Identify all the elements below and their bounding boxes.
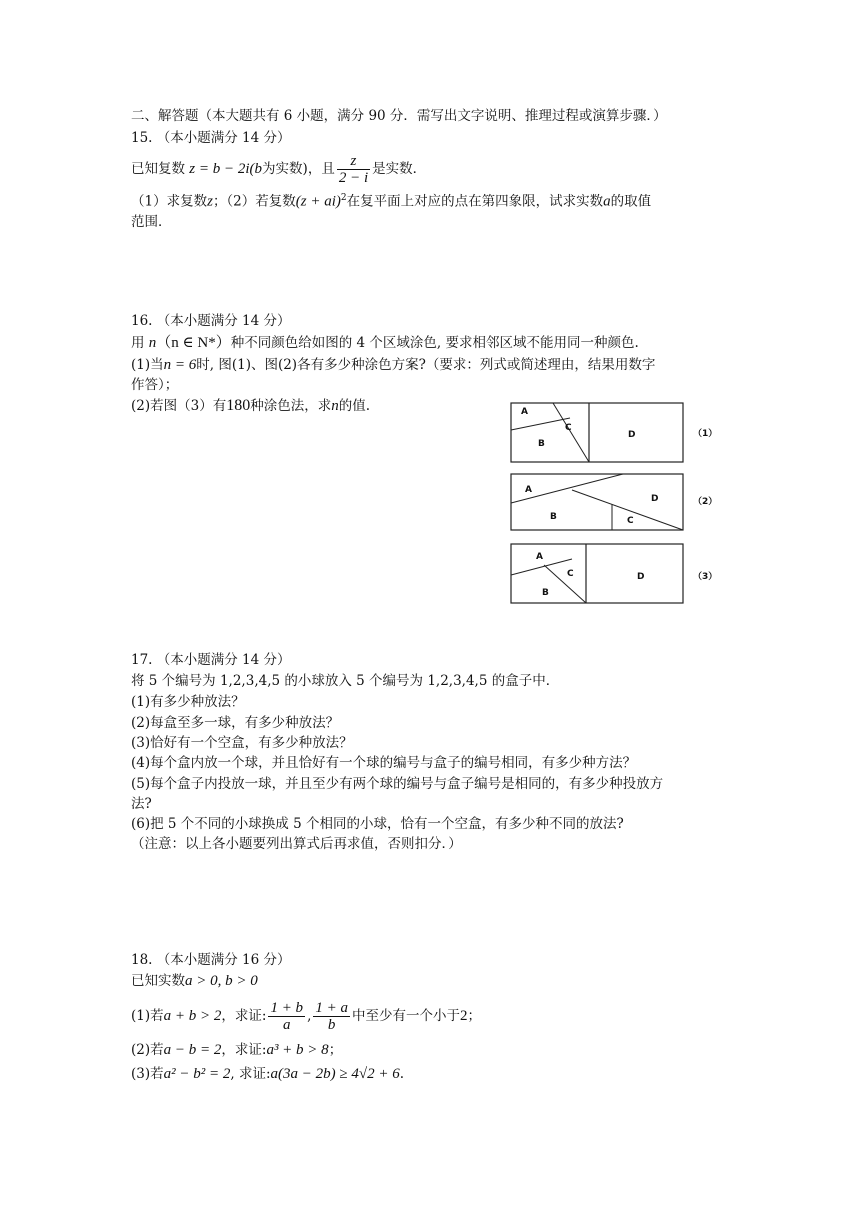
q15-fraction: $\frac{z}{2 - i}$ — [338, 153, 369, 186]
q15-text: 为实数)，且 — [262, 161, 335, 177]
region-label: A — [525, 485, 532, 495]
region-label: C — [565, 423, 572, 433]
q16-title: 16. （本小题满分 14 分） — [131, 313, 291, 329]
q18-title: 18. （本小题满分 16 分） — [131, 952, 291, 968]
q17-item: (2)每盒至多一球，有多少种放法？ — [131, 715, 340, 731]
figure-2-label: （2） — [693, 497, 718, 507]
q18-fraction: $\frac{1 + a}{b}$ — [315, 1000, 348, 1033]
figure-1 — [510, 402, 685, 468]
q15-text: 已知复数 — [131, 161, 185, 177]
q16-line3: 作答）； — [131, 377, 179, 393]
region-label: D — [637, 572, 645, 582]
q17-note: （注意：以上各小题要列出算式后再求值，否则扣分．） — [131, 836, 462, 852]
q18-given: 已知实数a > 0, b > 0 — [131, 973, 258, 989]
figure-2 — [510, 473, 685, 537]
region-label: C — [567, 569, 574, 579]
q18-fraction: $\frac{1 + b}{a}$ — [270, 1000, 304, 1033]
region-label: B — [542, 588, 549, 598]
q17-item: (6)把 5 个不同的小球换成 5 个相同的小球，恰有一个空盒，有多少种不同的放法? — [131, 816, 624, 832]
region-label: B — [538, 439, 545, 449]
figure-1-label: （1） — [693, 429, 718, 439]
q17-item: (3)恰好有一个空盒，有多少种放法？ — [131, 735, 353, 751]
figure-3 — [510, 543, 685, 609]
figure-3-label: （3） — [693, 572, 718, 582]
q18-part2: (2)若a − b = 2，求证:a³ + b > 8； — [131, 1042, 343, 1058]
region-label: D — [651, 494, 659, 504]
q17-intro: 将 5 个编号为 1,2,3,4,5 的小球放入 5 个编号为 1,2,3,4,5 的盒子中． — [131, 673, 560, 689]
q16-line4: (2)若图（3）有180种涂色法，求n的值. — [131, 397, 371, 414]
q15-line3: 范围． — [131, 214, 172, 230]
q15-expr: z = b − 2i(b — [189, 161, 263, 177]
q15-line2: （1）求复数z；（2）若复数(z + ai)$^2$在复平面上对应的点在第四象限，试求实数a的取值 — [131, 193, 652, 210]
region-label: A — [536, 552, 543, 562]
q18-part3: (3)若a² − b² = 2, 求证:a(3a − 2b) ≥ 4√2 + 6. — [131, 1066, 405, 1082]
q17-title: 17. （本小题满分 14 分） — [131, 652, 291, 668]
section-heading: 二、解答题（本大题共有 6 小题，满分 90 分．需写出文字说明、推理过程或演算步骤．） — [131, 108, 667, 124]
region-label: A — [521, 407, 528, 417]
q17-item: (1)有多少种放法？ — [131, 694, 245, 710]
region-label: B — [550, 512, 557, 522]
q18-part1: (1)若a + b > 2，求证: $\frac{1 + b}{a}$ , $\frac{1 + a}{b}$ 中至少有一个小于2； — [131, 1000, 481, 1033]
q15-line1 — [131, 152, 426, 186]
q15-text: 是实数． — [372, 161, 427, 177]
q16-line2: (1)当n = 6时, 图(1)、图(2)各有多少种涂色方案?（要求：列式或简述理由，结果用数字 — [131, 357, 656, 373]
q16-line1: 用 n（n ∈ N*）种不同颜色给如图的 4 个区域涂色, 要求相邻区域不能用同一种颜色. — [131, 335, 639, 351]
region-label: D — [628, 430, 636, 440]
q17-item: (5)每个盒子内投放一球，并且至少有两个球的编号与盒子编号是相同的，有多少种投放方 — [131, 776, 664, 792]
q15-title: 15. （本小题满分 14 分） — [131, 130, 291, 146]
q17-item: (4)每个盒内放一个球，并且恰好有一个球的编号与盒子的编号相同，有多少种方法？ — [131, 755, 637, 771]
q17-item: 法? — [131, 796, 152, 812]
region-label: C — [627, 516, 634, 526]
